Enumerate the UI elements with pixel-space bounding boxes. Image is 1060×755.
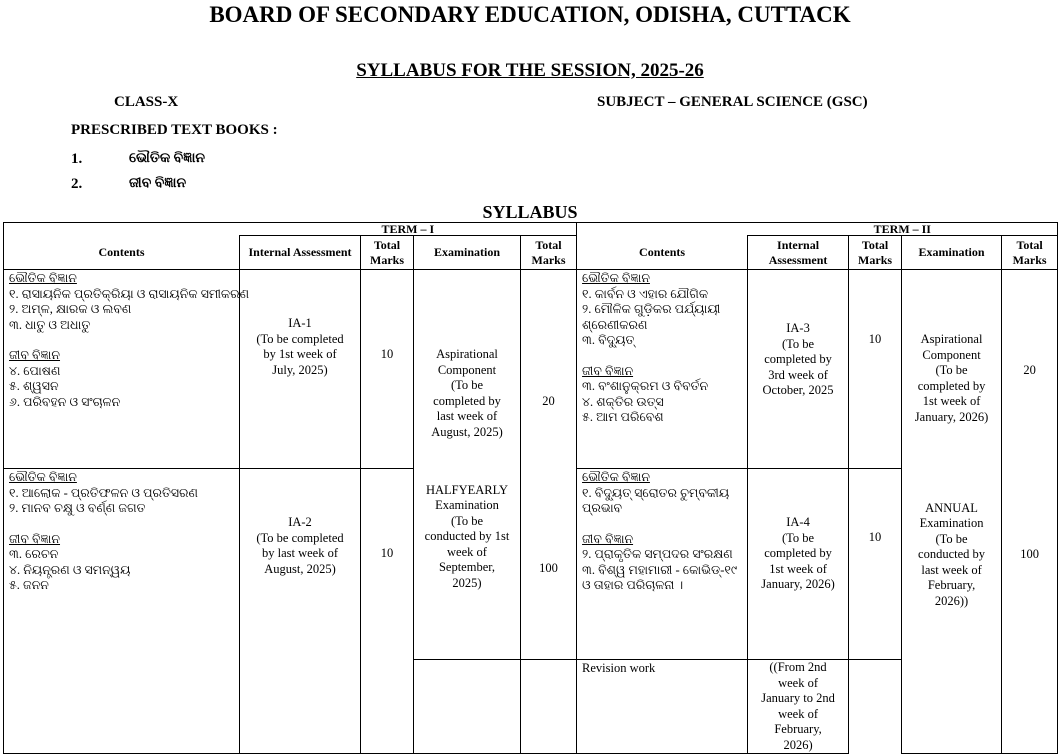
exam-line: conducted by [918,547,986,561]
exam-line: Examination [919,516,984,530]
topic-item: ୧. ବିଦ୍ୟୁତ୍ ସ୍ରୋତର ଚୁମ୍ବକୀୟ [582,485,730,500]
exam-line: Aspirational [920,332,983,346]
topic-item: ୩. ବିଦ୍ୟୁତ୍ [582,333,635,347]
ia-line: (To be [781,530,815,545]
exam-line: last week of [921,562,982,577]
exam-line: (To be [935,363,968,377]
session-title [0,60,1060,82]
exam-line: conducted by 1st [424,529,510,543]
ia-line: IA-1 [288,316,312,330]
exam-line: Component [437,362,497,377]
revision-line: 2026) [783,737,813,752]
ia-line: October, 2025 [762,383,834,397]
topic-item: ଓ ତାହାର ପରିଚାଳନା । [582,578,684,592]
term1-title: TERM – I [240,223,577,236]
ia-line: completed by [764,546,832,560]
t1-exam1-marks: 20 [521,270,577,469]
exam-line: 2026)) [934,593,969,608]
section-title-physics: ଭୌତିକ ବିଜ୍ଞାନ [9,470,77,484]
term2-spacer [577,223,748,236]
ia-line: (To be completed [256,331,344,346]
t1-ia2 [240,469,361,754]
t1-ia2-marks: 10 [361,469,414,754]
ia-line: 3rd week of [768,367,828,382]
exam-line: completed by [917,378,986,393]
topic-item: ୧. କାର୍ବନ ଓ ଏହାର ଯୌଗିକ [582,286,709,301]
exam-line: January, 2026) [914,409,989,424]
t2-block2-contents [577,469,748,660]
header-total-marks: Total Marks [361,236,414,270]
header-contents: Contents [577,236,748,270]
t2-exam2-marks: 100 [1002,469,1058,754]
topic-item: ପ୍ରଭାବ [582,501,623,515]
exam-line: September, [438,560,496,574]
header-total-marks: Total Marks [521,236,577,270]
exam-line: completed by [433,393,501,408]
syllabus-title: SYLLABUS [482,202,578,222]
t2-exam1-marks: 20 [1002,270,1058,469]
exam-line: 1st week of [922,394,981,408]
header-total-marks: Total Marks [849,236,902,270]
book-name: ଭୌତିକ ବିଜ୍ଞାନ [129,151,206,166]
t2-ia3-marks: 10 [849,270,902,469]
t1-block2-contents [4,469,240,754]
topic-item: ୨. ମୌଳିକ ଗୁଡ଼ିକର ପର୍ଯ୍ୟାୟୀ [582,302,721,316]
exam-line: (To be [450,378,484,392]
exam-line: (To be [935,531,968,546]
ia-line: 1st week of [769,561,827,576]
t2-ia4-marks: 10 [849,469,902,660]
exam-line: 2025) [452,575,482,590]
term1-spacer [4,223,240,236]
section-title-physics: ଭୌତିକ ବିଜ୍ଞାନ [582,271,650,285]
exam-line: week of [447,544,487,559]
t1-exam2-marks: 100 [521,469,577,660]
ia-line: completed by [764,352,832,366]
term2-title: TERM – II [748,223,1058,236]
t1-ia1-marks: 10 [361,270,414,469]
ia-line: IA-3 [786,321,810,335]
session-title-text: SYLLABUS FOR THE SESSION, 2025-26 [356,60,704,81]
header-contents: Contents [4,236,240,270]
topic-item: ୩. ରେଚନ [9,547,59,561]
exam-line: Aspirational [436,347,498,361]
t2-exam2 [902,469,1002,754]
revision-work-label: Revision work [577,660,748,754]
exam-line: August, 2025) [431,424,503,439]
ia-line: by 1st week of [263,347,337,361]
t1-exam-spacer [414,660,521,754]
header-internal-assessment: Internal Assessment [748,236,849,270]
header-internal-assessment: Internal Assessment [240,236,361,270]
t1-exam1 [414,270,521,469]
t1-block1-contents [4,270,250,469]
ia-line: (To be [781,336,815,351]
header-examination: Examination [414,236,521,270]
topic-item: ୨. ଅମ୍ଳ, କ୍ଷାରକ ଓ ଲବଣ [9,302,132,316]
ia-line: January, 2026) [761,577,835,591]
topic-item: ୧. ରାସାୟନିକ ପ୍ରତିକ୍ରିୟା ଓ ରାସାୟନିକ ସମୀକରଣ [9,286,250,301]
subject-label: SUBJECT – GENERAL SCIENCE (GSC) [597,94,868,110]
revision-line: January to 2nd [761,691,835,705]
topic-item: ୪. ନିୟନ୍ତ୍ରଣ ଓ ସମନ୍ୱୟ [9,562,131,577]
topic-item: ୫. ଜନନ [9,578,49,592]
topic-item: ୨. ମାନବ ଚକ୍ଷୁ ଓ ବର୍ଣ୍ଣ ଜଗତ [9,501,146,515]
topic-item: ୩. ବିଶ୍ୱ ମହାମାରୀ - କୋଭିଡ୍-୧୯ [582,562,738,577]
t2-ia4 [748,469,849,660]
t1-ia1 [240,270,361,469]
topic-item: ୫. ଶ୍ୱସନ [9,379,59,393]
topic-item: ୩. ବଂଶାନୁକ୍ରମ ଓ ବିବର୍ତନ [582,379,709,393]
board-title: BOARD OF SECONDARY EDUCATION, ODISHA, CUTTACK [209,2,851,27]
ia-line: IA-2 [288,515,312,529]
books-title: PRESCRIBED TEXT BOOKS : [71,122,278,138]
book-name: ଜୀବ ବିଜ୍ଞାନ [129,176,187,191]
syllabus-table [3,222,1058,754]
topic-item: ୬. ପରିବହନ ଓ ସଂଚାଳନ [9,394,121,409]
ia-line: by last week of [261,546,339,560]
topic-item: ୩. ଧାତୁ ଓ ଅଧାତୁ [9,317,91,332]
topic-item: ୪. ପୋଷଣ [9,363,61,378]
t2-block1-contents [577,270,748,469]
exam-line: Component [922,347,981,362]
ia-line: (To be completed [256,530,344,545]
header-examination: Examination [902,236,1002,270]
exam-line: February, [927,578,976,592]
revision-marks-spacer [849,660,902,754]
topic-item: ଶ୍ରେଣୀକରଣ [582,317,648,332]
revision-work-period [748,660,849,754]
exam-line: (To be [450,513,484,528]
ia-line: IA-4 [786,515,810,529]
section-title-biology: ଜୀବ ବିଜ୍ଞାନ [9,348,61,362]
exam-line: ANNUAL [925,500,978,515]
section-title-biology: ଜୀବ ବିଜ୍ଞାନ [582,363,634,378]
book-number: 2. [71,176,83,192]
section-title-physics: ଭୌତିକ ବିଜ୍ଞାନ [582,470,650,484]
exam-line: last week of [436,409,498,423]
topic-item: ୫. ଆମ ପରିବେଶ [582,410,664,424]
revision-line: week of [778,675,818,690]
t1-exam-marks-spacer [521,660,577,754]
header-total-marks: Total Marks [1002,236,1058,270]
ia-line: July, 2025) [272,362,328,377]
exam-line: HALFYEARLY [425,482,509,497]
section-title-physics: ଭୌତିକ ବିଜ୍ଞାନ [9,271,77,285]
revision-line: week of [778,706,818,721]
class-label: CLASS-X [114,94,179,110]
exam-line: Examination [435,498,499,512]
topic-item: ୨. ପ୍ରାକୃତିକ ସମ୍ପଦର ସଂରକ୍ଷଣ [582,547,733,561]
section-title-biology: ଜୀବ ବିଜ୍ଞାନ [582,531,634,546]
book-number: 1. [71,151,83,167]
topic-item: ୪. ଶକ୍ତିର ଉତ୍ସ [582,394,664,409]
revision-line: February, [774,722,822,736]
revision-line: ((From 2nd [769,660,827,674]
t1-exam2 [414,469,521,660]
ia-line: August, 2025) [264,561,336,576]
section-title-biology: ଜୀବ ବିଜ୍ଞାନ [9,531,61,546]
t2-ia3 [748,270,849,469]
topic-item: ୧. ଆଲୋକ - ପ୍ରତିଫଳନ ଓ ପ୍ରତିସରଣ [9,485,198,500]
t2-exam1 [902,270,1002,469]
